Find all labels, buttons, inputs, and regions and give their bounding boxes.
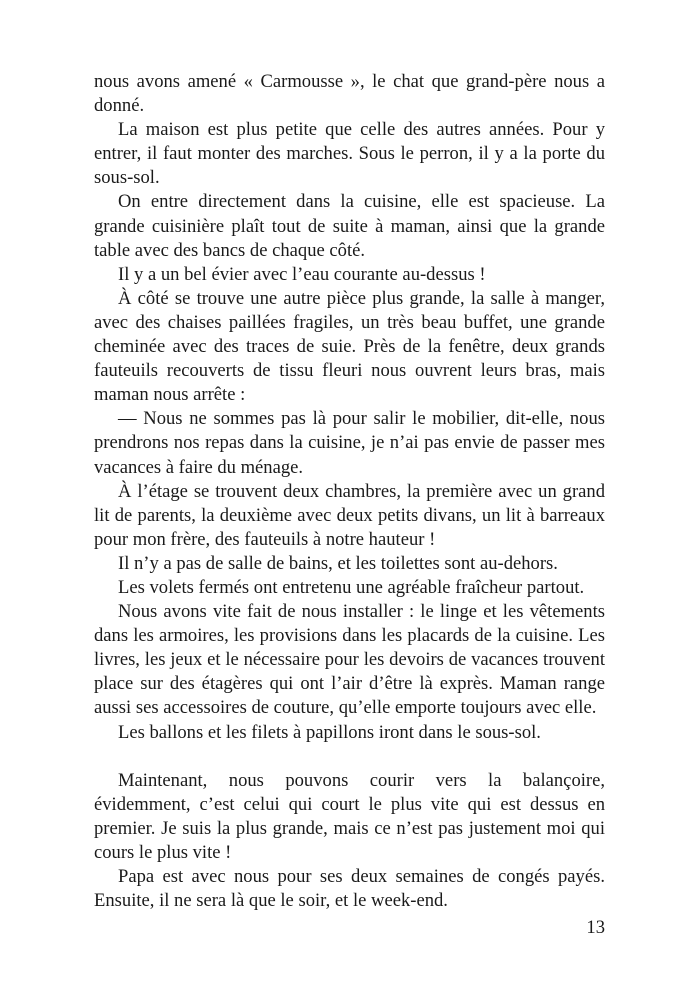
paragraph: Les ballons et les filets à papillons iront dans le sous-sol.	[118, 721, 541, 743]
dialogue-paragraph: — Nous ne sommes pas là pour salir le mobilier, dit-elle, nous prendrons nos repas dans la cuisine, je n’ai pas envie de passer mes vacances à faire du ménage.	[94, 408, 605, 478]
paragraph: À l’étage se trouvent deux chambres, la première avec un grand lit de parents, la deuxième avec deux petits divans, un lit à barreaux pour mon frère, des fauteuils à notre hauteur !	[94, 480, 605, 550]
page-number: 13	[586, 917, 605, 938]
paragraph: À côté se trouve une autre pièce plus grande, la salle à manger, avec des chaises paillées fragiles, un très beau buffet, une grande cheminée avec des traces de suie. Près de la fenêtre, deux grands fauteuils recouverts de tissu fleuri nous ouvrent leurs bras, mais maman nous arrête :	[94, 287, 605, 406]
section-break	[94, 745, 605, 769]
paragraph: Maintenant, nous pouvons courir vers la balançoire, évidemment, c’est celui qui court le plus vite qui est dessus en premier. Je suis la plus grande, mais ce n’est pas justement moi qui cours le plus vite !	[94, 769, 605, 863]
paragraph: Les volets fermés ont entretenu une agréable fraîcheur partout.	[118, 576, 585, 598]
paragraph: Il y a un bel évier avec l’eau courante au-dessus !	[118, 263, 486, 285]
paragraph: nous avons amené « Carmousse », le chat que grand-père nous a donné.	[94, 71, 605, 117]
paragraph: Il n’y a pas de salle de bains, et les toilettes sont au-dehors.	[118, 552, 558, 574]
paragraph: Nous avons vite fait de nous installer : le linge et les vêtements dans les armoires, les provisions dans les placards de la cuisine. Les livres, les jeux et le nécessaire pour les devoirs de vacances trouvent place sur des étagères qui ont l’air d’être là exprès. Maman range aussi ses accessoires de couture, qu’elle emporte toujours avec elle.	[94, 601, 605, 719]
paragraph: On entre directement dans la cuisine, elle est spacieuse. La grande cuisinière plaît tout de suite à maman, ainsi que la grande table avec des bancs de chaque côté.	[94, 191, 605, 261]
paragraph: La maison est plus petite que celle des autres années. Pour y entrer, il faut monter des marches. Sous le perron, il y a la porte du sous-sol.	[94, 119, 605, 189]
paragraph: Papa est avec nous pour ses deux semaines de congés payés. Ensuite, il ne sera là que le soir, et le week-end.	[94, 866, 605, 912]
page-body	[94, 70, 605, 913]
